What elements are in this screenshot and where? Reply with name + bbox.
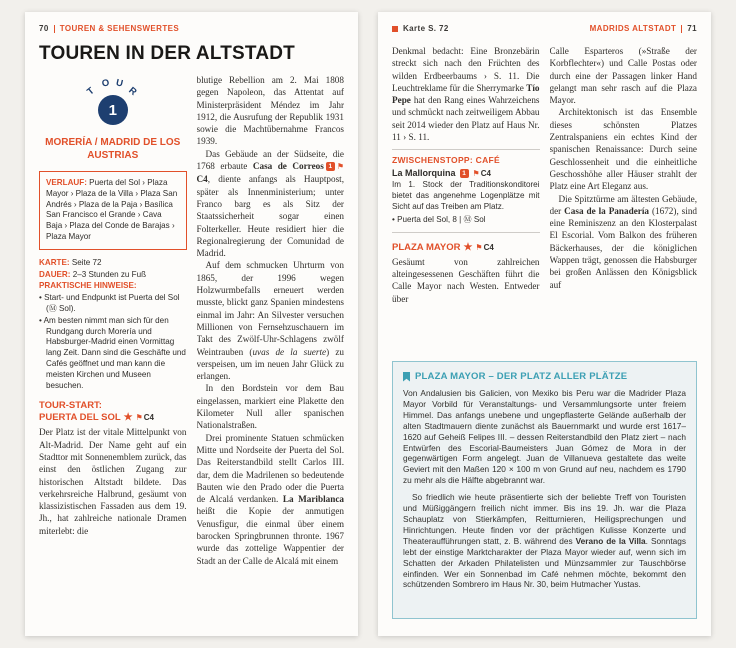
poi-number-marker: 1 xyxy=(326,162,335,171)
tour-meta xyxy=(39,258,187,392)
page-header-left xyxy=(39,24,344,33)
verlauf-text: Puerta del Sol › Plaza Mayor › Plaza de la Villa › Plaza San Andrés › Plaza de la Paja › Basílica San Francisco el Grande › Cava Baja › Plaza del Conde de Barajas › Plaza Mayor xyxy=(46,178,178,241)
verlauf-label: VERLAUF: xyxy=(46,178,87,187)
section-label-right: MADRIDS ALTSTADT xyxy=(589,24,677,33)
right-column-1 xyxy=(392,45,540,353)
tour-badge-letter: U xyxy=(114,77,124,90)
left-column-1 xyxy=(39,74,187,614)
info-box-title: PLAZA MAYOR – DER PLATZ ALLER PLÄTZE xyxy=(415,371,628,382)
karte-label: KARTE: xyxy=(39,257,70,267)
map-flag-icon: ⚑ xyxy=(336,162,344,172)
page-title: TOUREN IN DER ALTSTADT xyxy=(39,43,295,64)
poi-heading-puerta-del-sol xyxy=(39,412,187,424)
paragraph: Drei prominente Statuen schmücken Mitte und Nordseite der Puerta del Sol. Das Reiterstandbild stellt Carlos III. dar, dem die Madrilenen so bedeutende Bauten wie den Prado oder die Puerta de Alcalá verdanken. La Mariblanca heißt die Kopie der anmutigen Venusfigur, die einmal über einem barocken Springbrunnen thronte. 1967 wurde das zottelige Wappentier der Stadt an der Calle de Alcalá mit einem xyxy=(196,432,344,566)
map-note: Karte S. 72 xyxy=(403,24,449,33)
info-box-paragraph: Von Andalusien bis Galicien, von Mexiko bis Peru war die Madrider Plaza Mayor Vorbild für Veranstaltungs- und Versammlungsorte unter freiem Himmel. Das anfangs unebene und ungepflasterte Gelände außerhalb der alten Stadtmauern diente zunächst als Bauernmarkt und wurde erst 1617–1620 auf Geheiß Felipes III. – dessen Reiterstandbild den Platz ziert – nach Entwürfen des Escorial-Baumeisters Juan Gómez de Mora in der gegenwärtigen Form angelegt. Juan de Villanueva gestaltete das weite Geviert mit den Maßen 120 × 100 m von Grund auf neu, nachdem es 1790 zu mehr als die Hälfte abgebrannt war. xyxy=(403,388,686,486)
page-left xyxy=(25,12,358,636)
paragraph: blutige Rebellion am 2. Mai 1808 gegen Napoleon, das Attentat auf Ministerpräsident Méndez im Jahr 1912, die Ausrufung der Republik 1931 sowie die Machtübernahme Francos 1939. xyxy=(196,75,344,147)
paragraph: Der Platz ist der vitale Mittelpunkt von Alt-Madrid. Der Name geht auf ein Stadttor mit Sonnenemblem zurück, das einst den östlichen Zugang zur historischen Altstadt bildete. Das verkehrsreiche Halbrund, gesäumt von klassizistischen Fassaden aus dem 19. Jh., hat zahlreiche nationale Dramen miterlebt: die xyxy=(39,427,187,536)
hinweis-item: • Start- und Endpunkt ist Puerta del Sol (Ⓜ Sol). xyxy=(39,293,180,313)
dauer-value: 2–3 Stunden zu Fuß xyxy=(72,269,147,279)
header-divider xyxy=(681,25,682,33)
map-flag-icon: ⚑ xyxy=(135,413,143,423)
map-reference xyxy=(473,169,491,178)
tour-route-box xyxy=(39,171,187,250)
page-right xyxy=(378,12,711,636)
star-icon: ★ xyxy=(463,241,473,253)
dauer-label: DAUER: xyxy=(39,269,71,279)
paragraph: Calle Esparteros (»Straße der Korbflechter«) und Calle Postas oder durch eine der Passagen linker Hand gelangt man sehr rasch auf die Plaza Mayor. xyxy=(549,46,697,106)
page-number-right: 71 xyxy=(687,24,697,33)
tour-start-kicker: TOUR-START: xyxy=(39,400,102,412)
hinweise-label: PRAKTISCHE HINWEISE: xyxy=(39,281,137,291)
zwischenstopp-kicker: ZWISCHENSTOPP: CAFÉ xyxy=(392,155,501,166)
info-box-paragraph: So friedlich wie heute präsentierte sich der beliebte Treff von Touristen und Müßiggängern freilich nicht immer. Bis ins 19. Jh. war die Plaza Schauplatz von Stierkämpfen, Reitturnieren, Heiligsprechungen und Hinrichtungen. Heute finden vor der prächtigen Kulisse Konzerte und Theateraufführungen statt, z. B. während des Verano de la Villa. Sonntags lebt der einstige Marktcharakter der Plaza Mayor wieder auf, wenn sich im Schatten der Arkaden Philatelisten und Münzsammler zur Tauschbörse einfinden. Wer ein Sonnenbad im Café nehmen möchte, bekommt den schützenden Sombrero im Haus Nr. 30, beim Hutmacher Yustas. xyxy=(403,492,686,590)
tour-number-badge: 1 xyxy=(98,95,128,125)
map-grid-ref: C4 xyxy=(480,168,491,178)
right-column-2 xyxy=(550,45,698,353)
hinweis-item: • Am besten nimmt man sich für den Rundgang durch Morería und Habsburger-Madrid einen Vormittag lang Zeit. Dann sind die Geschäfte und Cafés geöffnet und man kann die meisten Kirchen und Museen besuchen. xyxy=(39,315,186,390)
bookmark-icon xyxy=(403,372,410,382)
tour-badge xyxy=(80,76,146,132)
cafe-name: La Mallorquina xyxy=(392,168,456,179)
info-box-title-row xyxy=(403,371,686,382)
dauer-row xyxy=(39,270,187,281)
paragraph: Auf dem schmucken Uhrturm von 1865, der 1996 wegen Holzwurmbefalls erneuert werden musste, blickt ganz Spanien mindestens einmal im Jahr: An Silvester versuchen Millionen von Fernsehzuschauern im Takt des Zwölf-Uhr-Schlagens zwölf Weintrauben (uvas de la suerte) zu verspeisen, um im neuen Jahr Glück zu erlangen. xyxy=(196,260,344,382)
right-columns xyxy=(392,45,697,353)
page-header-right xyxy=(392,24,697,33)
map-grid-ref: C4 xyxy=(483,242,494,252)
page-number-left: 70 xyxy=(39,24,49,33)
paragraph: Die Spitztürme am ältesten Gebäude, der Casa de la Panadería (1672), sind eine Reminiszenz an den Klosterpalast El Escorial. Vom Balkon des früheren Bäckerhauses, der die königlichen Wappen trägt, genossen die Habsburger bei großen Anlässen den Königsblick auf xyxy=(549,193,697,290)
poi-heading-plaza-mayor xyxy=(392,242,540,254)
paragraph: Gesäumt von zahlreichen alteingesessenen Geschäften führt die Calle Mayor nach Westen. Entweder über xyxy=(392,256,540,304)
map-flag-icon: ⚑ xyxy=(475,242,483,252)
tour-badge-letter: T xyxy=(84,85,97,98)
tour-subtitle: MORERÍA / MADRID DE LOS AUSTRIAS xyxy=(45,137,181,161)
poi-number-marker: 1 xyxy=(460,169,469,178)
zwischenstopp-box xyxy=(392,149,540,232)
header-divider xyxy=(54,25,55,33)
left-columns xyxy=(39,74,344,614)
cafe-address: • Puerta del Sol, 8 | Ⓜ Sol xyxy=(392,215,486,225)
plaza-mayor-info-box xyxy=(392,361,697,619)
map-icon xyxy=(392,26,398,32)
paragraph: Architektonisch ist das Ensemble dieses schönsten Platzes Zentralspaniens ein echtes Kind der spanischen Renaissance: Durch seine Geschlossenheit und die einheitliche Geschosshöhe aller Häuser strahlt der Platz eine Art Eleganz aus. xyxy=(549,107,697,192)
cafe-description: Im 1. Stock der Traditionskonditorei bietet das angenehme Logenplätze mit Sicht auf das Treiben am Platz. xyxy=(392,180,540,211)
left-column-2 xyxy=(197,74,345,614)
paragraph: In den Bordstein vor dem Bau eingelassen, markiert eine Plakette den Kilometer Null aller spanischen Nationalstraßen. xyxy=(196,383,344,431)
tour-badge-letter: R xyxy=(126,85,139,98)
star-icon: ★ xyxy=(123,412,133,424)
cafe-name-line xyxy=(392,168,540,178)
poi-name: PLAZA MAYOR xyxy=(392,241,461,253)
map-flag-icon: ⚑ xyxy=(472,168,480,178)
map-note-group xyxy=(392,24,449,33)
map-grid-ref: C4 xyxy=(143,413,155,423)
poi-name: PUERTA DEL SOL xyxy=(39,412,121,424)
karte-row xyxy=(39,258,187,269)
tour-badge-letter: O xyxy=(100,77,111,90)
section-group xyxy=(590,24,697,33)
map-reference xyxy=(136,412,154,424)
map-reference xyxy=(475,242,493,254)
section-label-left: TOUREN & SEHENSWERTES xyxy=(59,24,180,33)
paragraph: Das Gebäude an der Südseite, die 1768 erbaute Casa de Correos 1 ⚑ C4, diente anfangs als Hauptpost, später als Innenministerium; unter Franco barg es als Sitz der Staatssicherheit sogar einen Folterkeller. Heute residiert hier die Regionalregierung der Comunidad de Madrid. xyxy=(196,148,344,259)
karte-value: Seite 72 xyxy=(71,257,102,267)
paragraph: Denkmal bedacht: Eine Bronzebärin streckt sich nach den Früchten des wilden Erdbeerbaums › S. 11. Die Leuchtreklame für die Sherrymarke Tío Pepe hat den Rang eines Wahrzeichens und schmückt nach zeitweiligem Abbau seit 2014 wieder den Platz auf Haus Nr. 11 › S. 11. xyxy=(392,46,540,143)
